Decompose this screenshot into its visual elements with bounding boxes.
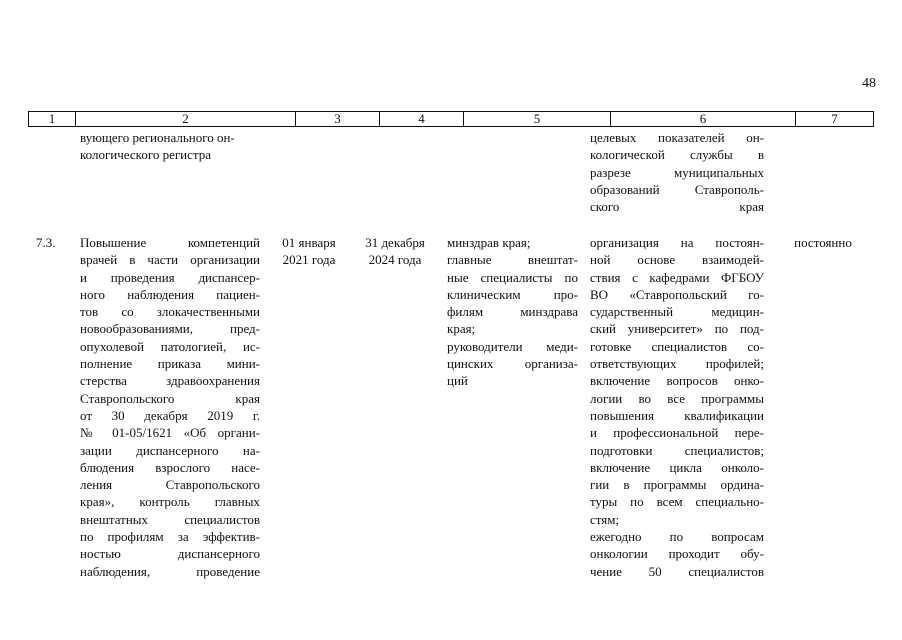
text-line: главные внештат- [447, 252, 578, 268]
text-line: включение цикла онколо- [590, 459, 764, 475]
execution-period: постоянно [794, 235, 852, 250]
end-date [355, 234, 435, 269]
text-line: клиническим про- [447, 286, 578, 302]
text-line: по профилям за эффектив- [80, 529, 260, 545]
column-header-5: 5 [464, 112, 611, 126]
text-line: и профессиональной пере- [590, 425, 764, 441]
text-line: № 01-05/1621 «Об органи- [80, 425, 260, 441]
text-line: целевых показателей он- [590, 130, 764, 145]
text-line: кологической службы в [590, 147, 764, 163]
column-header-6: 6 [611, 112, 796, 126]
responsible-executors [447, 234, 578, 390]
text-line: 31 декабря [365, 235, 425, 250]
text-line: руководители меди- [447, 338, 578, 354]
text-line: подготовки специалистов; [590, 442, 764, 458]
text-line: онкологии проходит обу- [590, 546, 764, 562]
page-number: 48 [862, 76, 876, 91]
text-line: ствия с кафедрами ФГБОУ [590, 269, 764, 285]
column-header-1: 1 [29, 112, 76, 126]
text-line: тов со злокачественными [80, 304, 260, 320]
text-line: филям минздрава [447, 304, 578, 320]
text-line: разрезе муниципальных [590, 164, 764, 180]
text-line: ностью диспансерного [80, 546, 260, 562]
column-header-4: 4 [380, 112, 464, 126]
text-line: стям; [590, 511, 620, 527]
text-line: образований Ставрополь- [590, 181, 764, 197]
text-line: ные специалисты по [447, 269, 578, 285]
text-line: внештатных специалистов [80, 511, 260, 527]
text-line: врачей в части организации [80, 252, 260, 268]
text-line: края; [447, 321, 476, 337]
text-line: Ставропольского края [80, 390, 260, 406]
text-line: ответствующих профилей; [590, 356, 764, 372]
text-line: вующего регионального он- [80, 130, 235, 145]
text-line: 2021 года [282, 252, 336, 268]
start-date [270, 234, 348, 269]
text-line: готовке специалистов со- [590, 338, 764, 354]
text-line: края», контроль главных [80, 494, 260, 510]
text-line: гии в программы ордина- [590, 477, 764, 493]
text-line: ций [447, 373, 468, 389]
text-line: опухолевой патологией, ис- [80, 338, 260, 354]
expected-results [590, 234, 764, 580]
text-line: 2024 года [368, 252, 422, 268]
text-line: кологического регистра [80, 147, 212, 163]
text-line: ления Ставропольского [80, 477, 260, 493]
text-line: чение 50 специалистов [590, 563, 764, 579]
text-line: сударственный медицин- [590, 304, 764, 320]
text-line: блюдения взрослого насе- [80, 459, 260, 475]
text-line: зации диспансерного на- [80, 442, 260, 458]
continued-cell-col2 [80, 129, 260, 164]
text-line: ский университет» по под- [590, 321, 764, 337]
text-line: организация на постоян- [590, 235, 764, 250]
text-line: минздрав края; [447, 235, 531, 250]
text-line: ВО «Ставропольский го- [590, 286, 764, 302]
row-number: 7.3. [36, 235, 56, 250]
text-line: Повышение компетенций [80, 235, 260, 250]
text-line: полнение приказа мини- [80, 356, 260, 372]
text-line: от 30 декабря 2019 г. [80, 407, 260, 423]
text-line: стерства здравоохранения [80, 373, 260, 389]
text-line: повышения квалификации [590, 407, 764, 423]
column-header-7: 7 [831, 111, 838, 126]
text-line: 01 января [282, 235, 336, 250]
text-line: ского края [590, 199, 764, 215]
text-line: ной основе взаимодей- [590, 252, 764, 268]
table-header-row [28, 111, 874, 127]
text-line: туры по всем специально- [590, 494, 764, 510]
column-header-2: 2 [76, 112, 296, 126]
measure-description [80, 234, 260, 580]
text-line: включение вопросов онко- [590, 373, 764, 389]
text-line: и проведения диспансер- [80, 269, 260, 285]
text-line: новообразованиями, пред- [80, 321, 260, 337]
text-line: ного наблюдения пациен- [80, 286, 260, 302]
text-line: логии во все программы [590, 390, 764, 406]
text-line: наблюдения, проведение [80, 563, 260, 579]
text-line: ежегодно по вопросам [590, 529, 764, 545]
continued-cell-col6 [590, 129, 764, 215]
column-header-3: 3 [296, 112, 380, 126]
text-line: цинских организа- [447, 356, 578, 372]
